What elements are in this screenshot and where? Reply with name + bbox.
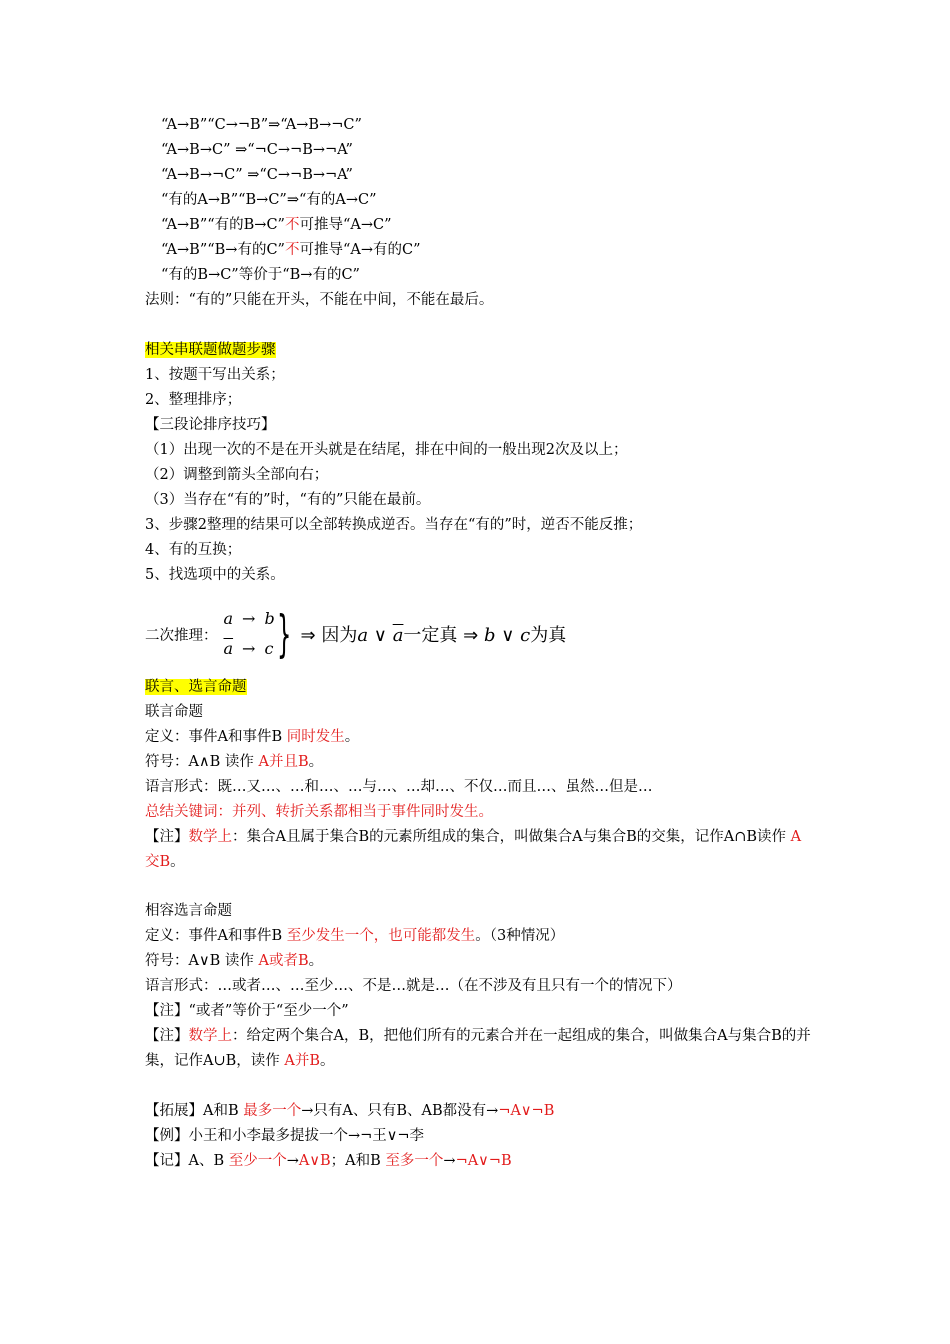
text: → — [443, 1152, 456, 1169]
text: 【注】 — [145, 828, 189, 845]
text: ⇒ 因为 — [300, 625, 358, 646]
section-heading — [145, 675, 815, 700]
arrow: → — [242, 639, 256, 658]
remember-line — [145, 1149, 815, 1174]
rule-line-1: “A→B”“C→¬B”⇒“A→B→¬C” — [161, 117, 362, 133]
text: 【拓展】A和B — [145, 1102, 244, 1119]
step-tip-heading: 【三段论排序技巧】 — [145, 416, 276, 433]
rule-summary: 法则：“有的”只能在开头，不能在中间，不能在最后。 — [145, 292, 494, 308]
red-text: A并B — [284, 1053, 321, 1069]
subheading: 联言命题 — [145, 703, 203, 720]
text: ：给定两个集合A，B，把他们所有的元素合并在一起组成的集合，叫做集合A与集合B的并集，记作A∪B，读作 — [145, 1028, 811, 1069]
red-text: 至少发生一个，也可能都发生 — [286, 928, 476, 944]
text: 。 — [344, 728, 360, 745]
step-4: 4、有的互换； — [145, 541, 242, 558]
text: 。 — [170, 853, 185, 870]
rule-line-2: “A→B→C” ⇒“¬C→¬B→¬A” — [161, 142, 353, 158]
rule-line-4: “有的A→B”“B→C”⇒“有的A→C” — [161, 192, 377, 208]
rule-line-7: “有的B→C”等价于“B→有的C” — [161, 267, 360, 283]
red-text: 至多一个 — [385, 1152, 444, 1169]
language-form: 语言形式：既…又…、…和…、…与…、…却…、不仅…而且…、虽然…但是… — [145, 778, 653, 795]
text: ；A和B — [330, 1152, 386, 1169]
text: 。（3种情况） — [475, 928, 565, 944]
symbol — [145, 750, 815, 775]
formula-label: 二次推理： — [145, 627, 218, 644]
text: 【注】 — [145, 1028, 189, 1044]
step-3: 3、步骤2整理的结果可以全部转换成逆否。当存在“有的”时，逆否不能反推； — [145, 516, 643, 533]
language-form: 语言形式：…或者…、…至少…、不是…就是…（在不涉及有且只有一个的情况下） — [145, 978, 682, 994]
text: 定义：事件A和事件B — [145, 928, 287, 944]
var: b — [264, 609, 275, 628]
extend-line — [145, 1099, 815, 1124]
summary-keywords: 总结关键词：并列、转折关系都相当于事件同时发生。 — [145, 803, 493, 820]
red-text: 不 — [284, 242, 300, 258]
red-text: 至少一个 — [228, 1152, 287, 1169]
definition — [145, 924, 815, 949]
note-intersection — [145, 825, 815, 875]
or-symbol: ∨ — [368, 625, 393, 646]
step-1: 1、按题干写出关系； — [145, 366, 285, 383]
red-text: A并且B — [258, 753, 309, 770]
step-tip-1: （1）出现一次的不是在开头就是在结尾，排在中间的一般出现2次及以上； — [145, 441, 628, 458]
var: a — [223, 609, 234, 628]
formula-premises — [224, 604, 275, 664]
section-heading — [145, 338, 815, 363]
step-2: 2、整理排序； — [145, 391, 242, 408]
text: 。 — [308, 953, 324, 969]
rule-line-3: “A→B→¬C” ⇒“C→¬B→¬A” — [161, 167, 353, 183]
example-line: 【例】小王和小李最多提拔一个→¬王∨¬李 — [145, 1127, 425, 1144]
text: 【记】A、B — [145, 1152, 229, 1169]
or-symbol: ∨ — [495, 625, 521, 646]
step-tip-2: （2）调整到箭头全部向右； — [145, 466, 329, 483]
text: → — [286, 1152, 299, 1169]
note: 【注】“或者”等价于“至少一个” — [145, 1003, 349, 1019]
premise-2 — [224, 634, 275, 664]
text: 定义：事件A和事件B — [145, 728, 287, 745]
text: 可推导“A→C” — [299, 217, 392, 233]
red-text: 数学上 — [188, 828, 232, 845]
symbol — [145, 949, 815, 974]
text: 。 — [308, 753, 324, 770]
red-text: 数学上 — [188, 1028, 232, 1044]
formula-conclusion — [301, 621, 567, 647]
step-tip-3: （3）当存在“有的”时，“有的”只能在最前。 — [145, 491, 431, 508]
document-page — [145, 113, 815, 1174]
text: 符号：A∧B 读作 — [145, 753, 259, 770]
red-text: ¬A∨¬B — [498, 1102, 555, 1119]
text: 可推导“A→有的C” — [299, 242, 421, 258]
red-text: A或者B — [258, 953, 309, 969]
red-text: 不 — [284, 217, 300, 233]
premise-1 — [224, 604, 275, 634]
text: 一定真 — [403, 625, 458, 646]
rule-line-5 — [145, 213, 815, 238]
var-negated: $\overline{a}$ — [392, 625, 404, 646]
red-text: ¬A∨¬B — [455, 1152, 512, 1169]
secondary-inference-formula — [145, 598, 815, 671]
subheading: 相容选言命题 — [145, 903, 232, 919]
red-text: 最多一个 — [243, 1102, 302, 1119]
implies-symbol: ⇒ — [457, 625, 484, 646]
text: ：集合A且属于集合B的元素所组成的集合，叫做集合A与集合B的交集，记作A∩B读作 — [232, 828, 791, 845]
var: a — [357, 625, 369, 646]
highlighted-heading: 联言、选言命题 — [145, 678, 247, 695]
red-text: 同时发生 — [286, 728, 345, 745]
var: c — [264, 639, 274, 658]
rule-line-6 — [145, 238, 815, 263]
red-text: A交B — [145, 828, 802, 870]
text: 为真 — [530, 625, 567, 646]
var: b — [483, 625, 496, 646]
text: 。 — [320, 1053, 335, 1069]
text: “A→B”“有的B→C” — [161, 217, 285, 233]
arrow: → — [242, 609, 256, 628]
text: 符号：A∨B 读作 — [145, 953, 259, 969]
var: c — [520, 625, 531, 646]
text: →只有A、只有B、AB都没有→ — [301, 1102, 499, 1119]
var-negated: $\overline{a}$ — [223, 639, 234, 658]
highlighted-heading: 相关串联题做题步骤 — [145, 341, 276, 358]
text: “A→B”“B→有的C” — [161, 242, 285, 258]
note-union — [145, 1024, 815, 1074]
step-5: 5、找选项中的关系。 — [145, 566, 285, 583]
red-text: A∨B — [298, 1152, 331, 1169]
definition — [145, 725, 815, 750]
right-brace-icon: } — [276, 605, 292, 663]
